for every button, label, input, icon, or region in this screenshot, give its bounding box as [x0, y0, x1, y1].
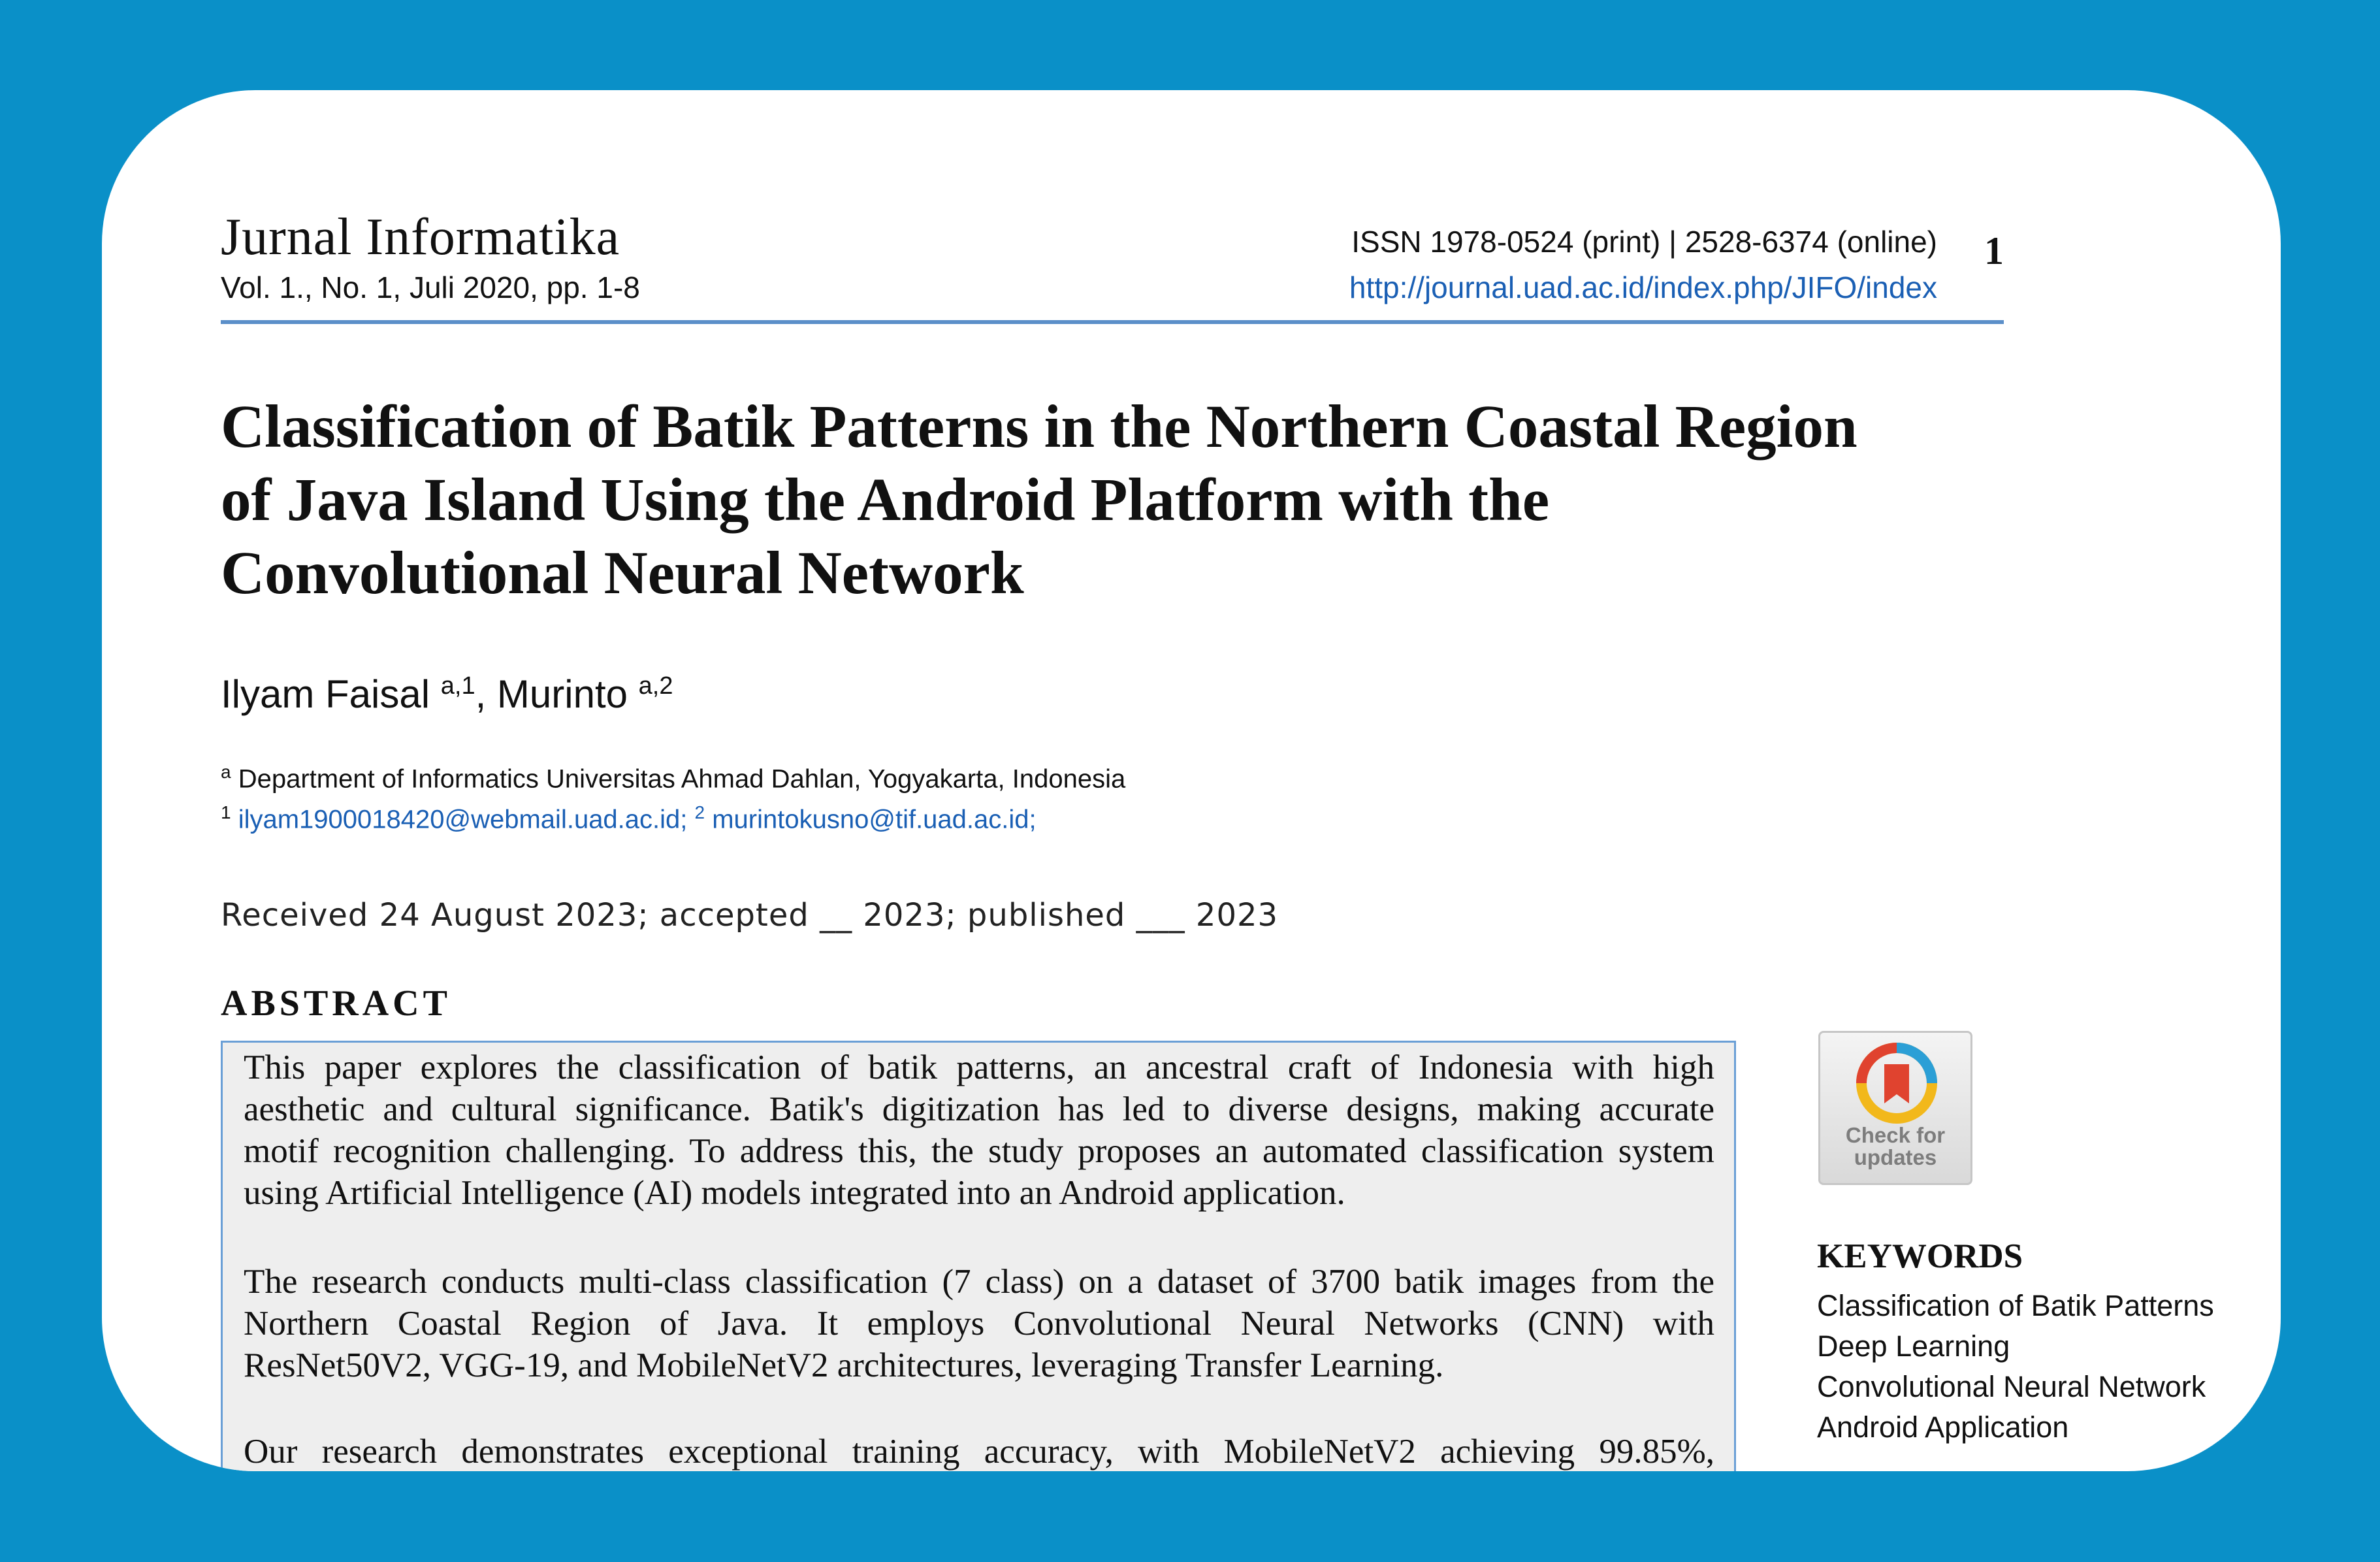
received-dates: Received 24 August 2023; accepted __ 2023; published ___ 2023 [221, 897, 1279, 934]
abstract-line: aesthetic and cultural significance. Batik's digitization has led to diverse designs, making accurate [244, 1090, 1714, 1128]
email-link[interactable]: ilyam1900018420@webmail.uad.ac.id; [238, 805, 688, 834]
abstract-paragraph [244, 1047, 1714, 1214]
abstract-line: This paper explores the classification of batik patterns, an ancestral craft of Indonesia with high [244, 1049, 1714, 1086]
author-emails [221, 802, 1037, 834]
volume-info: Vol. 1., No. 1, Juli 2020, pp. 1-8 [221, 270, 640, 304]
author-superscript: a,1 [440, 672, 475, 700]
email-superscript: 1 [221, 802, 231, 822]
page-number: 1 [1984, 229, 2004, 272]
author-superscript: a,2 [638, 672, 673, 700]
paper-title [221, 391, 2115, 610]
abstract-line: Our research demonstrates exceptional training accuracy, with MobileNetV2 achieving 99.85%, [244, 1433, 1714, 1471]
abstract-line: using Artificial Intelligence (AI) models integrated into an Android application. [244, 1174, 1345, 1212]
keywords-heading: KEYWORDS [1817, 1237, 2023, 1275]
journal-name: Jurnal Informatika [221, 208, 620, 266]
keyword-item: Android Application [1817, 1410, 2069, 1444]
abstract-line: Northern Coastal Region of Java. It employs Convolutional Neural Networks (CNN) with [244, 1305, 1714, 1342]
keyword-item: Deep Learning [1817, 1329, 2010, 1363]
author-name: Murinto [496, 672, 628, 716]
badge-line: updates [1854, 1145, 1937, 1169]
abstract-line: The research conducts multi-class classification (7 class) on a dataset of 3700 batik images from the [244, 1263, 1714, 1301]
keyword-item: Convolutional Neural Network [1817, 1370, 2206, 1403]
abstract-line: motif recognition challenging. To address this, the study proposes an automated classification system [244, 1132, 1714, 1170]
paper-page [102, 90, 2281, 1471]
affiliation [221, 762, 1125, 794]
title-line: Classification of Batik Patterns in the Northern Coastal Region [221, 393, 1857, 461]
keywords-list [1817, 1286, 2214, 1448]
header-divider [221, 320, 2004, 324]
authors [221, 672, 673, 717]
email-superscript: 2 [694, 802, 705, 822]
abstract-paragraph [244, 1431, 1714, 1471]
keyword-item: Classification of Batik Patterns [1817, 1289, 2214, 1322]
check-for-updates-badge[interactable] [1818, 1031, 1972, 1185]
affiliation-superscript: a [221, 762, 231, 782]
abstract-paragraph [244, 1261, 1714, 1386]
affiliation-text: Department of Informatics Universitas Ahmad Dahlan, Yogyakarta, Indonesia [238, 764, 1126, 794]
issn: ISSN 1978-0524 (print) | 2528-6374 (online) [1351, 225, 1937, 259]
badge-label [1820, 1124, 1970, 1169]
abstract-heading: ABSTRACT [221, 983, 451, 1024]
abstract-line: ResNet50V2, VGG-19, and MobileNetV2 architectures, leveraging Transfer Learning. [244, 1346, 1444, 1384]
badge-line: Check for [1845, 1123, 1946, 1147]
email-link[interactable]: murintokusno@tif.uad.ac.id; [712, 805, 1037, 834]
journal-url-link[interactable]: http://journal.uad.ac.id/index.php/JIFO/index [1349, 270, 1937, 304]
author-separator: , [475, 672, 497, 716]
check-for-updates-icon [1854, 1041, 1939, 1126]
title-line: Convolutional Neural Network [221, 540, 1024, 607]
author-name: Ilyam Faisal [221, 672, 430, 716]
title-line: of Java Island Using the Android Platform with the [221, 466, 1550, 534]
abstract-box [221, 1041, 1736, 1471]
